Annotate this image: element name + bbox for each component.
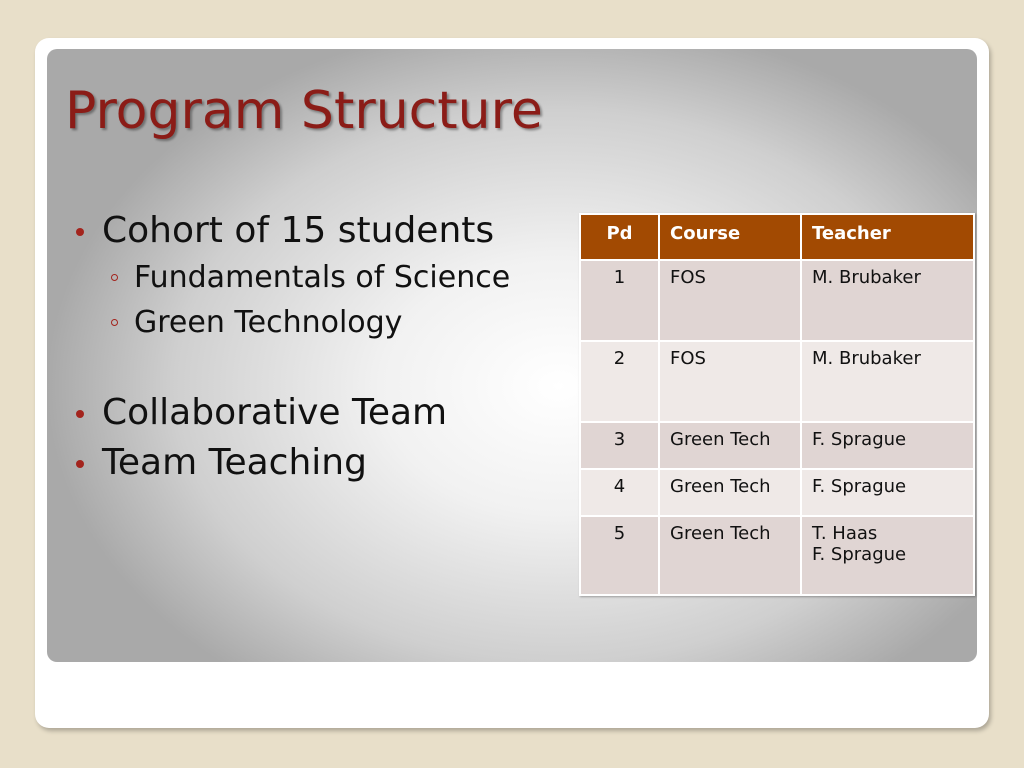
sub-bullet-ring-icon — [111, 274, 118, 281]
pd-cell: 4 — [580, 469, 659, 516]
slide-title: Program Structure — [65, 81, 543, 141]
pd-cell: 1 — [580, 260, 659, 341]
bullet-item — [72, 389, 572, 437]
column-header-pd: Pd — [580, 214, 659, 260]
column-header-teacher: Teacher — [801, 214, 974, 260]
teacher-name: F. Sprague — [812, 429, 907, 450]
schedule-table — [579, 213, 975, 596]
bullet-dot-icon — [76, 410, 84, 418]
bullet-dot-icon — [76, 228, 84, 236]
course-cell: FOS — [659, 260, 801, 341]
teacher-name: M. Brubaker — [812, 348, 921, 369]
course-cell: FOS — [659, 341, 801, 422]
bullet-text: Collaborative Team — [102, 392, 448, 433]
sub-bullet-text: Fundamentals of Science — [134, 260, 511, 295]
sub-bullet-item — [72, 255, 572, 300]
table-row — [580, 422, 974, 469]
course-cell: Green Tech — [659, 469, 801, 516]
table-row — [580, 341, 974, 422]
table-row — [580, 469, 974, 516]
teacher-cell — [801, 469, 974, 516]
table-header-row — [580, 214, 974, 260]
teacher-name: F. Sprague — [812, 544, 907, 565]
bullet-item — [72, 207, 572, 255]
pd-cell: 5 — [580, 516, 659, 595]
teacher-cell — [801, 341, 974, 422]
bullet-list — [72, 207, 572, 487]
teacher-name: F. Sprague — [812, 476, 907, 497]
teacher-cell — [801, 260, 974, 341]
table-row — [580, 516, 974, 595]
course-cell: Green Tech — [659, 516, 801, 595]
pd-cell: 2 — [580, 341, 659, 422]
teacher-cell — [801, 516, 974, 595]
teacher-name: T. Haas — [812, 523, 878, 544]
column-header-course: Course — [659, 214, 801, 260]
bullet-item — [72, 439, 572, 487]
sub-bullet-ring-icon — [111, 319, 118, 326]
sub-bullet-item — [72, 300, 572, 345]
bullet-text: Cohort of 15 students — [102, 210, 495, 251]
course-cell: Green Tech — [659, 422, 801, 469]
table-row — [580, 260, 974, 341]
pd-cell: 3 — [580, 422, 659, 469]
sub-bullet-text: Green Technology — [134, 305, 403, 340]
teacher-cell — [801, 422, 974, 469]
teacher-name: M. Brubaker — [812, 267, 921, 288]
bullet-text: Team Teaching — [102, 442, 367, 483]
bullet-dot-icon — [76, 460, 84, 468]
